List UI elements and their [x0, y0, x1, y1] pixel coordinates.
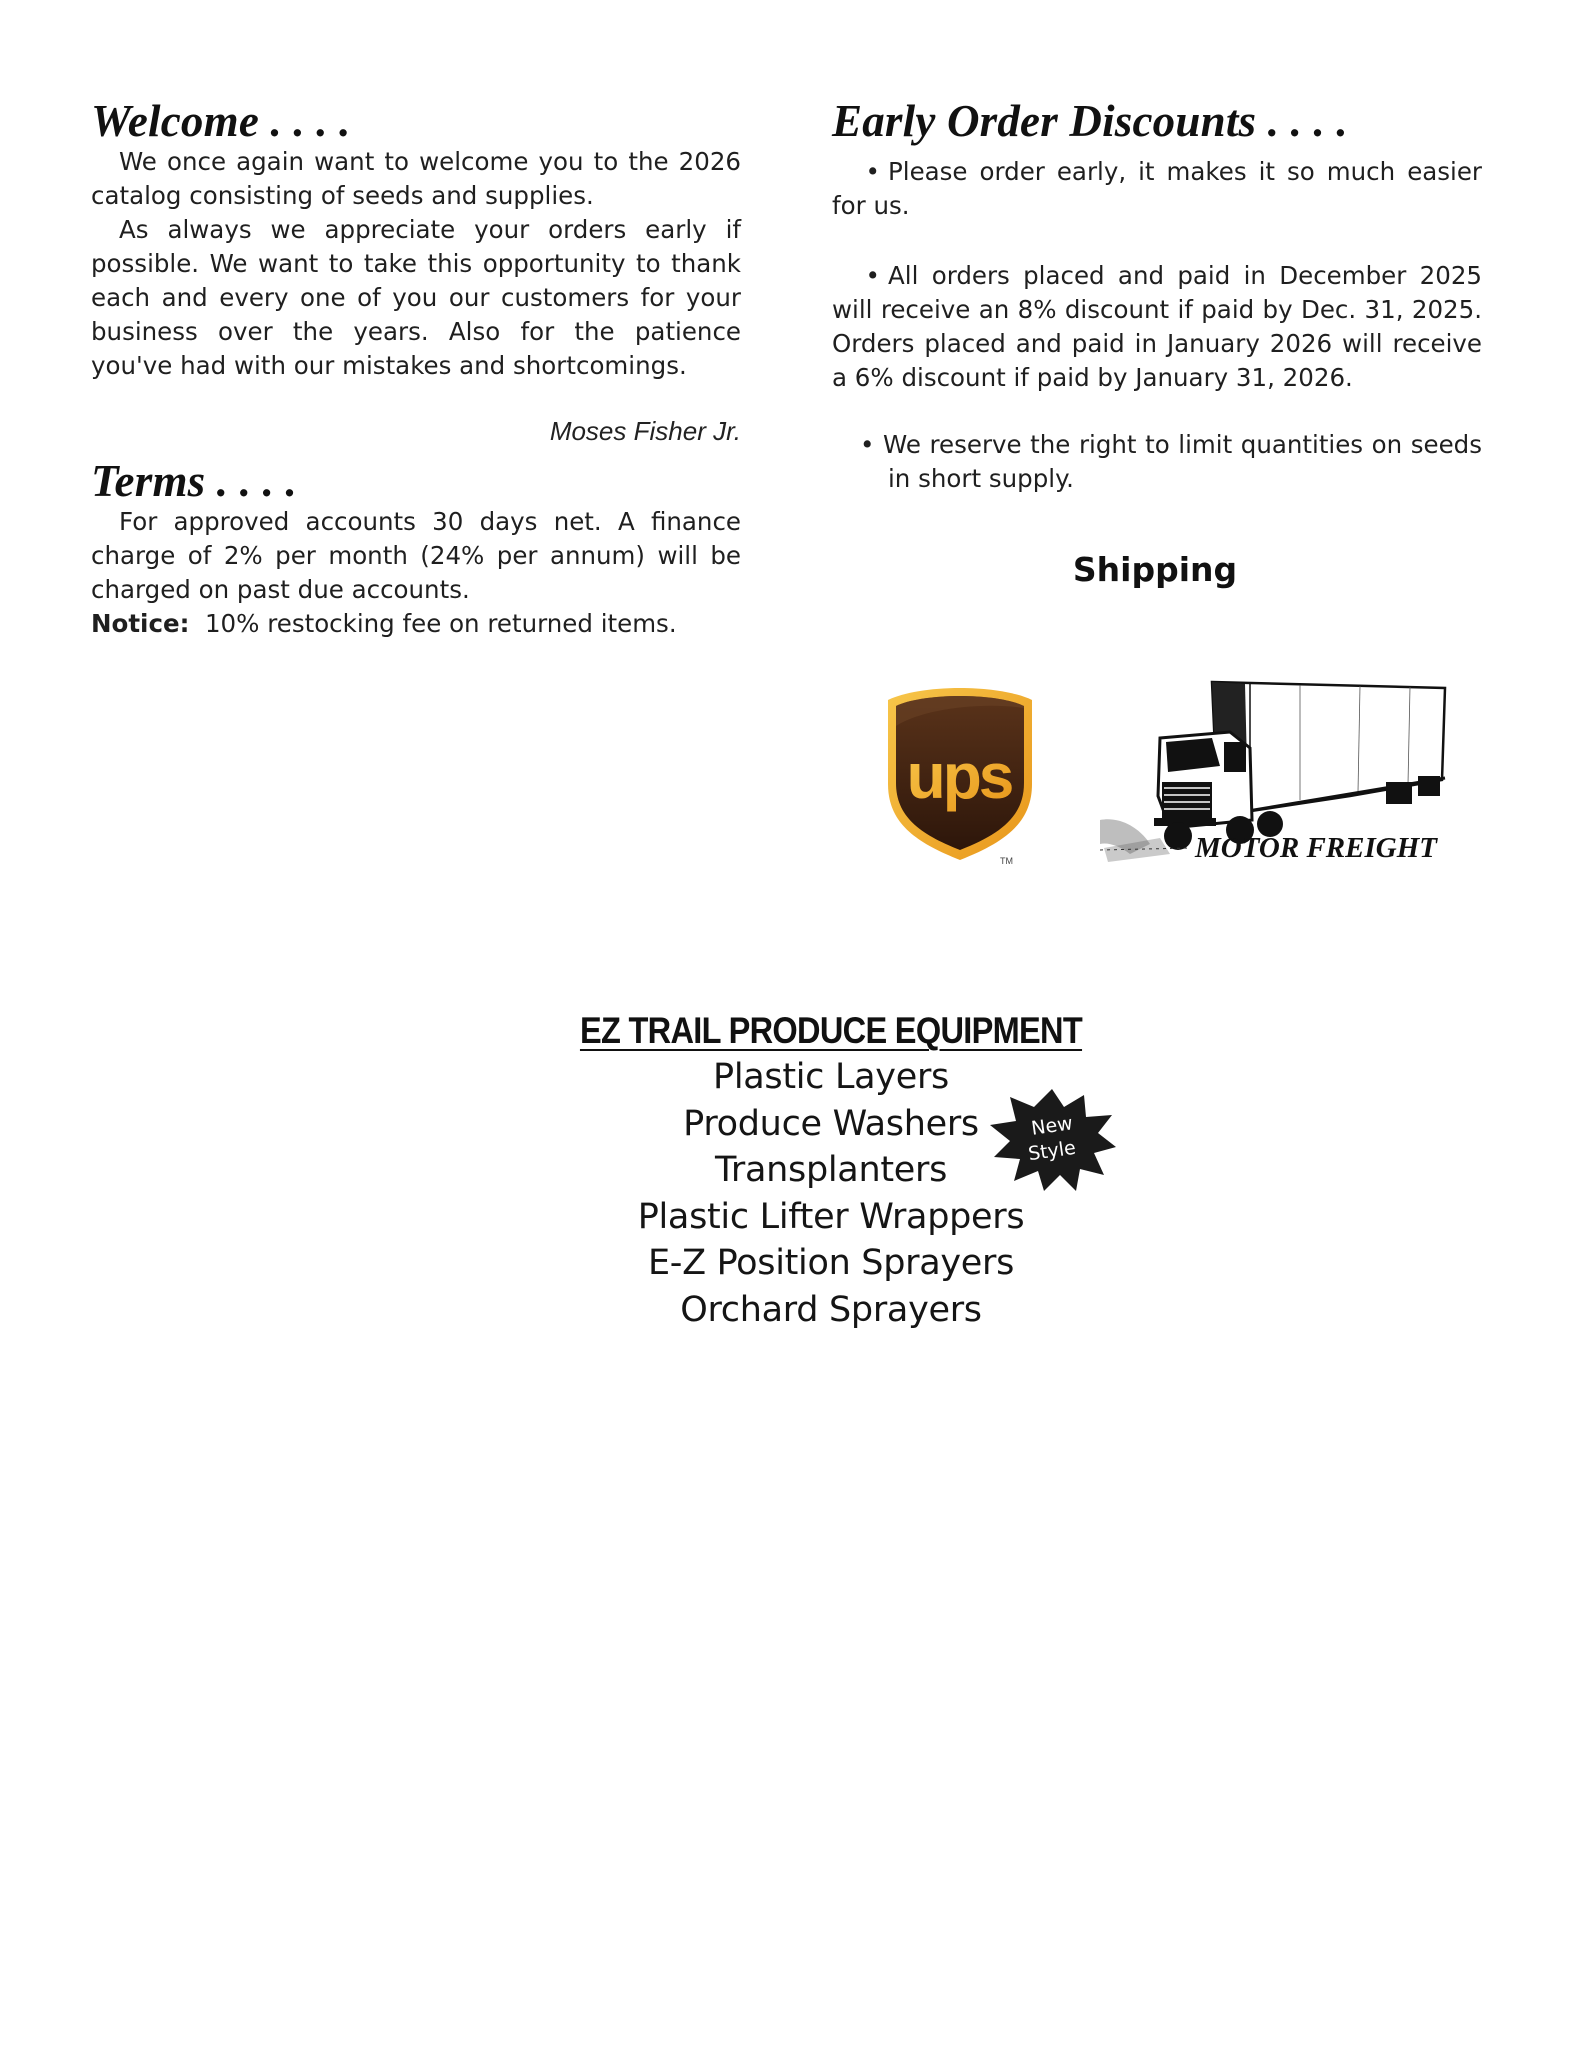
welcome-heading: Welcome . . . . [91, 96, 351, 146]
ups-logo [884, 686, 1036, 868]
terms-paragraph: For approved accounts 30 days net. A finance charge of 2% per month (24% per annum) will be charged on past due accounts. [91, 507, 741, 604]
welcome-paragraph: As always we appreciate your orders early if possible. We want to take this opportunity to thank each and every one of you our customers for your business over the years. Also for the patience you've had with our mistakes and shortcomings. [91, 215, 741, 380]
ups-logo-text: ups [906, 740, 1012, 812]
bullet-icon: • [865, 261, 880, 290]
discount-bullet [832, 428, 1482, 496]
welcome-body [91, 145, 741, 383]
discount-bullet-text: We reserve the right to limit quantities on seeds in short supply. [883, 430, 1482, 493]
equipment-title: EZ TRAIL PRODUCE EQUIPMENT [579, 1010, 1083, 1051]
badge-line-1: New [1029, 1112, 1075, 1140]
list-item: E-Z Position Sprayers [647, 1243, 1015, 1283]
new-style-badge [988, 1087, 1116, 1193]
signature: Moses Fisher Jr. [549, 416, 741, 446]
bullet-icon: • [865, 157, 880, 186]
notice-label: Notice: [91, 609, 190, 638]
list-item: Plastic Layers [713, 1057, 949, 1097]
bullet-icon: • [860, 430, 875, 459]
notice-line [91, 607, 741, 641]
list-item: Produce Washers [683, 1103, 979, 1144]
list-item: Orchard Sprayers [680, 1289, 982, 1330]
discount-bullet [832, 155, 1482, 223]
list-item: Transplanters [714, 1150, 948, 1190]
motor-freight-caption: MOTOR FREIGHT [1195, 832, 1437, 864]
early-order-heading: Early Order Discounts . . . . [832, 96, 1348, 146]
shipping-heading: Shipping [1072, 550, 1238, 589]
discount-bullet-text: All orders placed and paid in December 2025 will receive an 8% discount if paid by Dec. 31, 2025. Orders placed and paid in January 2026 will receive a 6% discount if paid by January 31, 2026. [832, 261, 1482, 392]
list-item: Plastic Lifter Wrappers [637, 1196, 1025, 1237]
notice-text: 10% restocking fee on returned items. [204, 609, 677, 638]
discount-bullet [832, 259, 1482, 395]
ups-trademark: TM [1000, 856, 1013, 866]
terms-heading: Terms . . . . [91, 456, 297, 506]
welcome-paragraph: We once again want to welcome you to the 2026 catalog consisting of seeds and supplies. [91, 147, 741, 210]
badge-line-2: Style [1026, 1136, 1078, 1166]
terms-body [91, 505, 741, 641]
discount-bullet-text: Please order early, it makes it so much easier for us. [832, 157, 1482, 220]
